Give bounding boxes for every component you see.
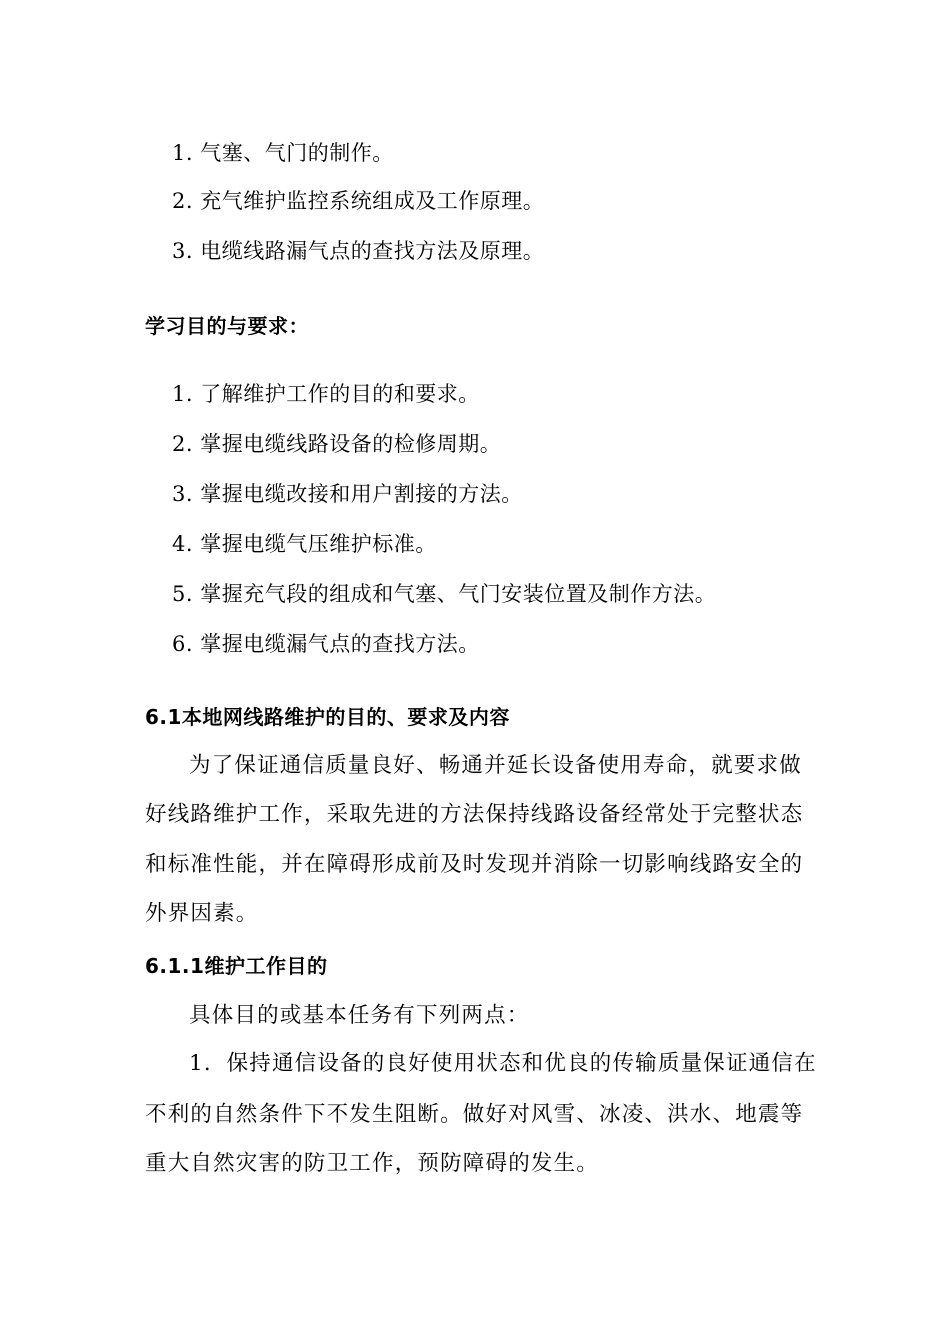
- paragraph-line: 不利的自然条件下不发生阻断。做好对风雪、冰凌、洪水、地震等: [145, 1102, 804, 1127]
- paragraph-line: 为了保证通信质量良好、畅通并延长设备使用寿命，就要求做: [189, 753, 802, 778]
- paragraph-line: 重大自然灾害的防卫工作，预防障碍的发生。: [145, 1151, 600, 1176]
- section-heading: 6.1本地网线路维护的目的、要求及内容: [145, 705, 510, 729]
- paragraph-line: 外界因素。: [145, 901, 259, 926]
- paragraph-line: 好线路维护工作，采取先进的方法保持线路设备经常处于完整状态: [145, 802, 804, 827]
- subsection-heading: 6.1.1维护工作目的: [145, 954, 328, 978]
- list-item: 1. 了解维护工作的目的和要求。: [172, 382, 480, 406]
- paragraph-line: 1．保持通信设备的良好使用状态和优良的传输质量保证通信在: [189, 1051, 817, 1076]
- list-item: 5. 掌握充气段的组成和气塞、气门安装位置及制作方法。: [172, 582, 717, 606]
- list-item: 4. 掌握电缆气压维护标准。: [172, 532, 437, 556]
- list-item: 2. 掌握电缆线路设备的检修周期。: [172, 432, 502, 456]
- paragraph-line: 具体目的或基本任务有下列两点：: [189, 1003, 530, 1028]
- list-item: 3. 电缆线路漏气点的查找方法及原理。: [172, 239, 545, 263]
- list-item: 3. 掌握电缆改接和用户割接的方法。: [172, 482, 523, 506]
- list-item: 1. 气塞、气门的制作。: [172, 141, 394, 165]
- objectives-heading: 学习目的与要求：: [145, 314, 309, 338]
- paragraph-line: 和标准性能，并在障碍形成前及时发现并消除一切影响线路安全的: [145, 852, 804, 877]
- list-item: 6. 掌握电缆漏气点的查找方法。: [172, 632, 480, 656]
- list-item: 2. 充气维护监控系统组成及工作原理。: [172, 189, 545, 213]
